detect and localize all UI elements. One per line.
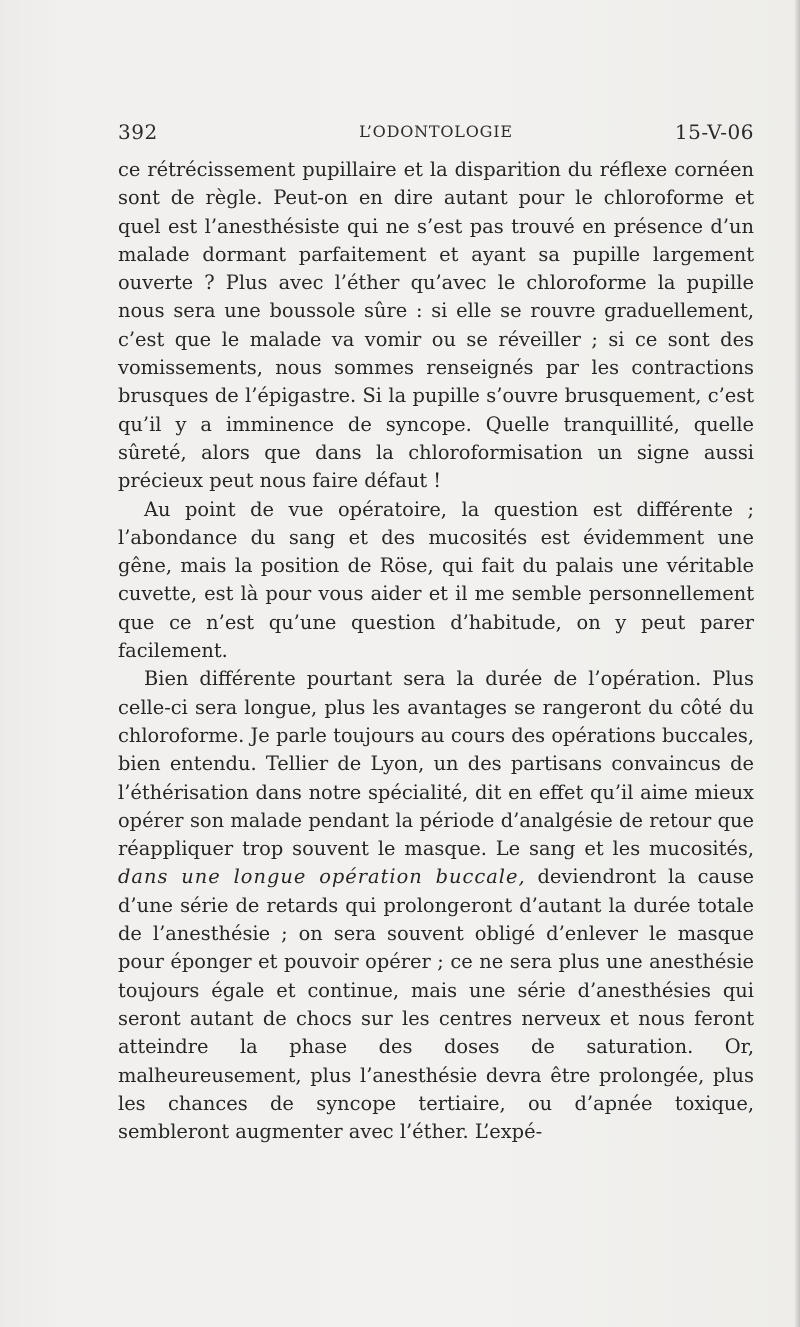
paragraph (118, 665, 754, 1146)
text-run: ce rétrécissement pupillaire et la disparition du réflexe cornéen sont de règle. Peut-on en dire autant pour le chloroforme et quel est l’anesthésiste qui ne s’est pas trouvé en présence d’un malade dormant parfaitement et ayant sa pupille largement ouverte ? Plus avec l’éther qu’avec le chloroforme la pupille nous sera une boussole sûre : si elle se rouvre graduellement, c’est que le malade va vomir ou se réveiller ; si ce sont des vomissements, nous sommes renseignés par les contractions brusques de l’épigastre. Si la pupille s’ouvre brusquement, c’est qu’il y a imminence de syncope. Quelle tranquillité, quelle sûreté, alors que dans la chloroformisation un signe aussi précieux peut nous faire défaut ! (118, 158, 754, 493)
text-run: deviendront la cause d’une série de retards qui prolongeront d’autant la durée totale de l’anesthésie ; on sera souvent obligé d’enlever le masque pour éponger et pouvoir opérer ; ce ne sera plus une anesthésie toujours égale et continue, mais une série d’anesthésies qui seront autant de chocs sur les centres nerveux et nous feront atteindre la phase des doses de saturation. Or, malheureusement, plus l’anesthésie devra être prolongée, plus les chances de syncope tertiaire, ou d’apnée toxique, sembleront augmenter avec l’éther. L’expé- (118, 865, 754, 1144)
running-title: L’ODONTOLOGIE (359, 122, 513, 141)
text-run: Au point de vue opératoire, la question est différente ; l’abondance du sang et des mucosités est évidemment une gêne, mais la position de Röse, qui fait du palais une véritable cuvette, est là pour vous aider et il me semble personnellement que ce n’est qu’une question d’habitude, on y peut parer facilement. (118, 497, 754, 663)
running-header (118, 120, 754, 146)
paragraph (118, 496, 754, 666)
body-text (118, 156, 754, 1146)
page-number: 392 (118, 120, 158, 144)
issue-date: 15-V-06 (674, 120, 754, 144)
italic-phrase: dans une longue opération buccale, (118, 865, 526, 889)
text-run: Bien différente pourtant sera la durée de l’opération. Plus celle-ci sera longue, plus les avantages se rangeront du côté du chloroforme. Je parle toujours au cours des opérations buccales, bien entendu. Tellier de Lyon, un des partisans convaincus de l’éthérisation dans notre spécialité, dit en effet qu’il aime mieux opérer son malade pendant la période d’analgésie de retour que réappliquer trop souvent le masque. Le sang et les mucosités, (118, 667, 754, 861)
paragraph (118, 156, 754, 496)
page-edge-shadow (794, 0, 800, 1327)
